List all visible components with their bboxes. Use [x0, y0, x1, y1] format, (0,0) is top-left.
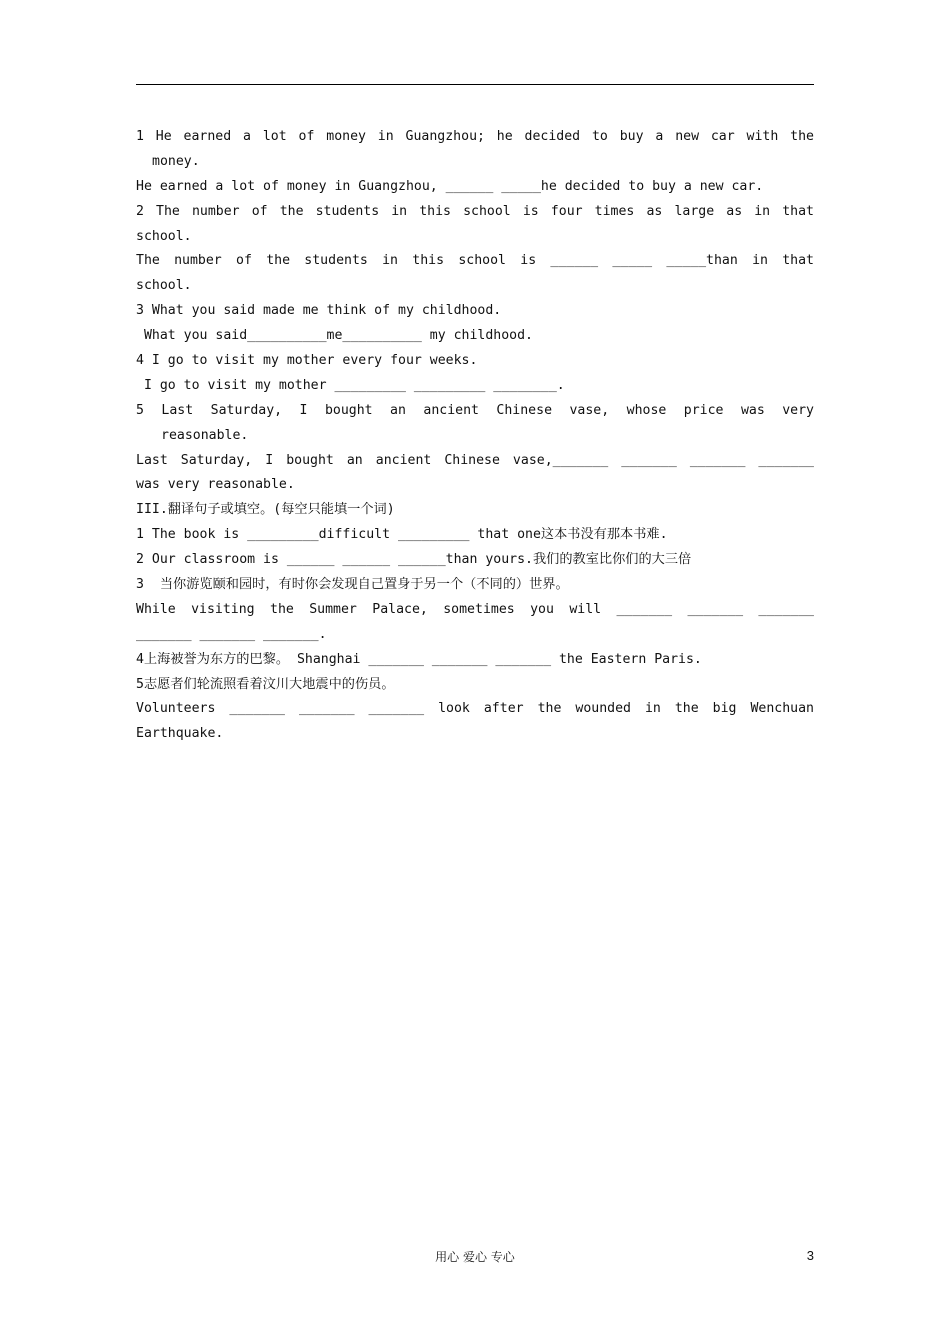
exercise-line: 2 Our classroom is ______ ______ ______than yours.我们的教室比你们的大三倍 — [136, 552, 692, 568]
exercise-line: 3 当你游览颐和园时，有时你会发现自己置身于另一个（不同的）世界。 — [136, 577, 569, 593]
exercise-line: 5 Last Saturday, I bought an ancient Chinese vase, whose price was very — [136, 402, 814, 418]
exercise-line: 5志愿者们轮流照看着汶川大地震中的伤员。 — [136, 676, 395, 692]
exercise-line: 3 What you said made me think of my childhood. — [136, 303, 502, 319]
exercise-line: I go to visit my mother _________ _________ ________. — [136, 377, 565, 393]
section-heading: III.翻译句子或填空。(每空只能填一个词) — [136, 502, 395, 518]
exercise-line: 4 I go to visit my mother every four weeks. — [136, 353, 478, 369]
exercise-line: 2 The number of the students in this school is four times as large as in that — [136, 203, 814, 219]
page-number: 3 — [806, 1248, 814, 1263]
exercise-line: 4上海被誉为东方的巴黎。 Shanghai _______ _______ _______ the Eastern Paris. — [136, 651, 702, 667]
exercise-line: 1 The book is _________difficult _________ that one这本书没有那本书难. — [136, 527, 668, 543]
header-rule — [136, 84, 814, 85]
exercise-line: Earthquake. — [136, 726, 224, 742]
exercise-line: school. — [136, 278, 192, 294]
exercise-line: reasonable. — [161, 427, 249, 443]
exercise-line: The number of the students in this school is ______ _____ _____than in that — [136, 253, 814, 269]
exercise-line: Last Saturday, I bought an ancient Chinese vase,_______ _______ _______ _______ — [136, 452, 814, 468]
exercise-line: school. — [136, 228, 192, 244]
footer-motto: 用心 爱心 专心 — [435, 1250, 515, 1264]
exercise-line: He earned a lot of money in Guangzhou, ______ _____he decided to buy a new car. — [136, 178, 764, 194]
exercise-line: While visiting the Summer Palace, sometimes you will _______ _______ _______ — [136, 601, 814, 617]
exercise-line: Volunteers _______ _______ _______ look after the wounded in the big Wenchuan — [136, 701, 814, 717]
exercise-line: 1 He earned a lot of money in Guangzhou; he decided to buy a new car with the — [136, 129, 814, 144]
exercise-line: What you said__________me__________ my childhood. — [136, 328, 533, 344]
exercise-body — [136, 125, 814, 747]
exercise-line: _______ _______ _______. — [136, 626, 327, 642]
exercise-line: was very reasonable. — [136, 477, 295, 493]
exercise-line: money. — [152, 153, 200, 169]
